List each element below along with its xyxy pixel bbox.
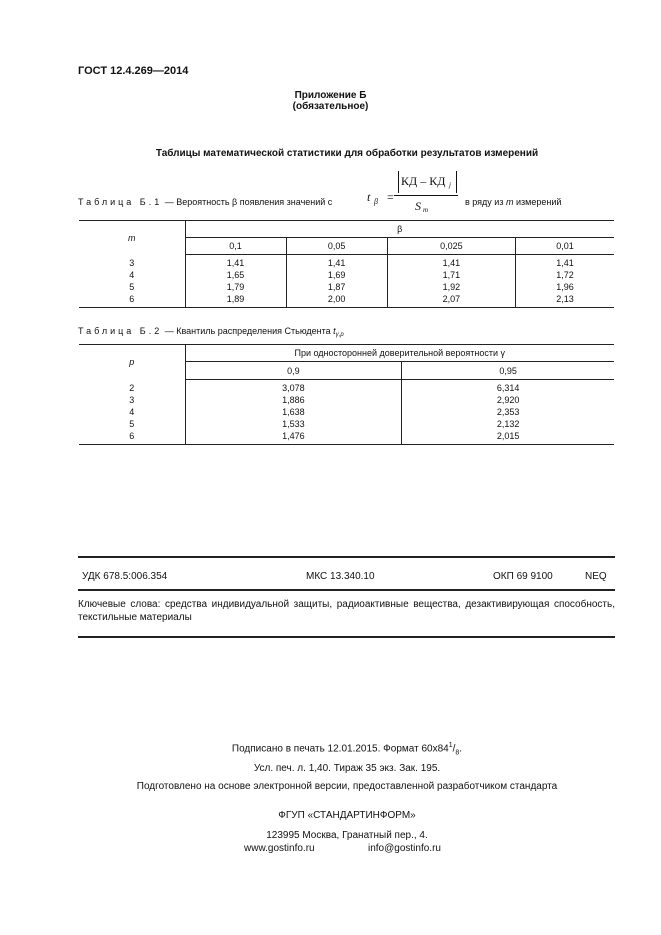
table2-cell: 4 (129, 407, 135, 417)
print-info: Усл. печ. л. 1,40. Тираж 35 экз. Зак. 195. (253, 763, 441, 774)
table1-cell: 5 (129, 282, 135, 292)
table1-caption-text: Вероятность β появления значений с (176, 197, 333, 207)
formula-lhs-sub: β (374, 197, 378, 206)
table1-cell: 4 (129, 270, 135, 280)
email-link[interactable]: info@gostinfo.ru (368, 843, 441, 854)
table2-cell: 2,920 (402, 394, 614, 406)
abs-bar-left (398, 171, 399, 193)
table1-cell: 6 (129, 294, 135, 304)
table1-cell: 1,72 (516, 269, 614, 281)
neq-mark: NEQ (585, 571, 607, 582)
table1-group-header: β (185, 221, 614, 238)
table1-caption-label: Таблица Б.1 (78, 197, 163, 207)
table1-cell: 1,71 (387, 269, 515, 281)
table1-col-header: 0,025 (387, 238, 515, 255)
table2-row-header: p (129, 357, 135, 368)
table2-cell: 5 (129, 419, 135, 429)
keywords: Ключевые слова: средства индивидуальной защиты, радиоактивные вещества, дезактивирующая способность, текстильные материалы (78, 599, 615, 623)
table1-cell: 1,41 (516, 255, 614, 270)
table-b1 (79, 220, 614, 308)
formula-denominator-sub: m (423, 206, 429, 214)
divider (78, 556, 615, 558)
table-row (79, 269, 614, 281)
table2-caption (78, 326, 344, 338)
table2-cell: 2,015 (402, 430, 614, 445)
table2-col-header: 0,95 (402, 362, 614, 380)
table2-cell: 6 (129, 431, 135, 441)
table2-cell: 1,476 (185, 430, 402, 445)
table2-caption-text: Квантиль распределения Стьюдента (176, 326, 331, 336)
website-link[interactable]: www.gostinfo.ru (244, 843, 315, 854)
table2-cell: 1,638 (185, 406, 402, 418)
document-id: ГОСТ 12.4.269—2014 (78, 65, 189, 77)
table1-cell: 3 (129, 257, 135, 268)
formula-equals: = (387, 190, 394, 204)
abs-bar-right (456, 171, 457, 193)
table1-cell: 1,41 (387, 255, 515, 270)
mks-code: МКС 13.340.10 (306, 571, 375, 582)
fraction-line (394, 195, 458, 196)
divider (78, 589, 615, 591)
table-row (79, 418, 614, 430)
table2-caption-label: Таблица Б.2 (78, 326, 163, 336)
table2-cell: 3,078 (185, 380, 402, 395)
table1-cell: 1,69 (286, 269, 387, 281)
table1-caption-dash: — (164, 197, 174, 207)
table1-cell: 1,41 (185, 255, 286, 270)
t-beta-formula (364, 168, 459, 216)
table1-row-header: m (128, 232, 136, 243)
table2-caption-dash: — (164, 326, 174, 336)
table2-cell: 3 (129, 395, 135, 405)
publisher-name: ФГУП «СТАНДАРТИНФОРМ» (278, 810, 416, 821)
table2-cell: 6,314 (402, 380, 614, 395)
table2-cell: 2 (129, 382, 135, 393)
udk-code: УДК 678.5:006.354 (82, 571, 168, 582)
table-row (79, 255, 614, 270)
table-b2 (79, 344, 614, 445)
divider (78, 636, 615, 638)
table1-cell: 1,79 (185, 281, 286, 293)
table1-cell: 1,89 (185, 293, 286, 308)
table1-col-header: 0,1 (185, 238, 286, 255)
table2-cell: 1,533 (185, 418, 402, 430)
table-row (79, 293, 614, 308)
okp-code: ОКП 69 9100 (493, 571, 553, 582)
table2-cell: 2,132 (402, 418, 614, 430)
format-denominator: 8 (455, 749, 460, 757)
formula-numerator: КД – КД (401, 174, 446, 188)
table2-caption-var: t (333, 326, 336, 336)
table1-cell: 1,96 (516, 281, 614, 293)
table1-cell: 1,92 (387, 281, 515, 293)
appendix-title: Приложение Б (294, 90, 367, 101)
signed-end: . (459, 743, 463, 755)
format-numerator: 1 (448, 742, 453, 749)
table-row (79, 406, 614, 418)
table2-col-header: 0,9 (185, 362, 402, 380)
table1-cell: 2,07 (387, 293, 515, 308)
signed-text: Подписано в печать 12.01.2015. Формат 60x84 (231, 743, 449, 755)
table1-cell: 1,41 (286, 255, 387, 270)
table-row (79, 281, 614, 293)
formula-lhs: t (367, 190, 371, 204)
table1-caption-tail-post: измерений (516, 197, 562, 207)
table1-col-header: 0,05 (286, 238, 387, 255)
table1-cell: 1,87 (286, 281, 387, 293)
formula-denominator: S (415, 199, 421, 213)
table-row (79, 394, 614, 406)
table-row (79, 430, 614, 445)
table1-cell: 1,65 (185, 269, 286, 281)
table1-caption-tail-pre: в ряду из (465, 197, 504, 207)
table1-cell: 2,13 (516, 293, 614, 308)
appendix-status: (обязательное) (292, 101, 369, 112)
prepared-note: Подготовлено на основе электронной версии, предоставленной разработчиком стандарта (136, 781, 558, 792)
table1-caption-tail (465, 197, 561, 207)
publisher-address: 123995 Москва, Гранатный пер., 4. (266, 830, 428, 841)
table2-cell: 2,353 (402, 406, 614, 418)
formula-numerator-sub: j (449, 181, 451, 189)
table1-caption-var: m (505, 197, 514, 207)
table1-cell: 2,00 (286, 293, 387, 308)
table2-caption-sub: γ,p (335, 332, 344, 338)
table1-caption (78, 197, 332, 207)
table-row (79, 380, 614, 395)
table1-col-header: 0,01 (516, 238, 614, 255)
signed-to-print: Подписано в печать 12.01.2015. Формат $60x84^1/_8$. (231, 742, 463, 757)
section-heading: Таблицы математической статистики для обработки результатов измерений (155, 148, 539, 159)
table2-cell: 1,886 (185, 394, 402, 406)
table2-group-header: При односторонней доверительной вероятности γ (185, 345, 614, 362)
